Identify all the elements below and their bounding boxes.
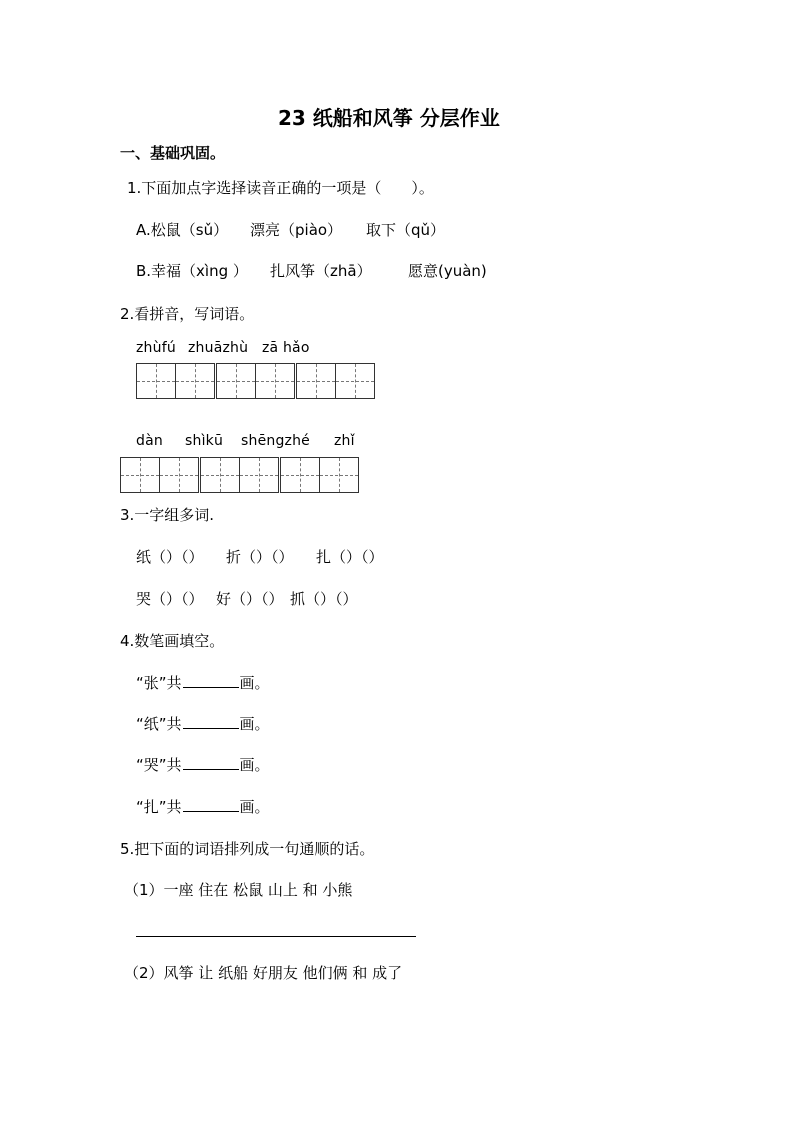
q4-item-prefix: “纸”共 (136, 715, 182, 733)
writing-cell[interactable] (239, 457, 279, 493)
q1-option-b-1: B.幸福（xìng ） (136, 262, 248, 280)
writing-grid-row-2 (120, 457, 358, 493)
page-title: 23 纸船和风筝 分层作业 (278, 106, 500, 130)
q3-zhi: 纸（）（） (136, 548, 204, 566)
q5-sentence-1: （1）一座 住在 松鼠 山上 和 小熊 (124, 881, 353, 899)
writing-cell[interactable] (200, 457, 240, 493)
q4-item-za (136, 800, 270, 815)
question-2-stem: 2.看拼音，写词语。 (120, 305, 255, 323)
question-4-stem: 4.数笔画填空。 (120, 632, 225, 650)
q3-za: 扎（）（） (316, 548, 384, 566)
q1-option-a-3: 取下（qǔ） (366, 221, 446, 239)
writing-grid-row-1 (136, 363, 374, 399)
writing-cell[interactable] (159, 457, 199, 493)
pinyin-shengzhe: shēngzhé (241, 433, 310, 449)
question-1-stem: 1.下面加点字选择读音正确的一项是（ ）。 (127, 179, 434, 197)
pinyin-zhuazhu: zhuāzhù (188, 340, 249, 356)
writing-cell[interactable] (255, 363, 295, 399)
q3-ku: 哭（）（） (136, 590, 204, 608)
pinyin-dan: dàn (136, 433, 163, 449)
answer-blank[interactable] (183, 768, 239, 770)
writing-cell[interactable] (136, 363, 176, 399)
section-heading-basics: 一、基础巩固。 (120, 144, 226, 162)
pinyin-zhufu: zhùfú (136, 340, 176, 356)
q4-item-suffix: 画。 (239, 715, 270, 733)
q4-item-prefix: “扎”共 (136, 798, 182, 816)
answer-line[interactable] (136, 936, 416, 937)
q1-option-a-2: 漂亮（piào） (250, 221, 343, 239)
q3-zhua: 抓（）（） (290, 590, 358, 608)
writing-cell[interactable] (280, 457, 320, 493)
answer-blank[interactable] (183, 686, 239, 688)
q4-item-prefix: “哭”共 (136, 756, 182, 774)
pinyin-shiku: shìkū (185, 433, 224, 449)
q4-item-suffix: 画。 (239, 674, 270, 692)
question-3-stem: 3.一字组多词. (120, 506, 215, 524)
writing-cell[interactable] (335, 363, 375, 399)
writing-cell[interactable] (175, 363, 215, 399)
q4-item-suffix: 画。 (239, 798, 270, 816)
q4-item-prefix: “张”共 (136, 674, 182, 692)
q1-option-b-2: 扎风筝（zhā） (270, 262, 372, 280)
q4-item-zhang (136, 676, 270, 691)
q3-zhe: 折（）（） (226, 548, 294, 566)
writing-cell[interactable] (120, 457, 160, 493)
q1-option-b-3: 愿意(yuàn) (408, 262, 487, 280)
writing-cell[interactable] (216, 363, 256, 399)
pinyin-zahao: zā hǎo (262, 340, 310, 356)
q1-option-a-1: A.松鼠（sǔ） (136, 221, 229, 239)
q4-item-suffix: 画。 (239, 756, 270, 774)
q4-item-ku (136, 758, 270, 773)
writing-cell[interactable] (319, 457, 359, 493)
question-5-stem: 5.把下面的词语排列成一句通顺的话。 (120, 840, 375, 858)
q4-item-zhi (136, 717, 270, 732)
pinyin-zhi: zhǐ (334, 433, 355, 449)
q3-hao: 好（）（） (216, 590, 284, 608)
answer-blank[interactable] (183, 727, 239, 729)
writing-cell[interactable] (296, 363, 336, 399)
q5-sentence-2: （2）风筝 让 纸船 好朋友 他们俩 和 成了 (124, 964, 403, 982)
answer-blank[interactable] (183, 810, 239, 812)
